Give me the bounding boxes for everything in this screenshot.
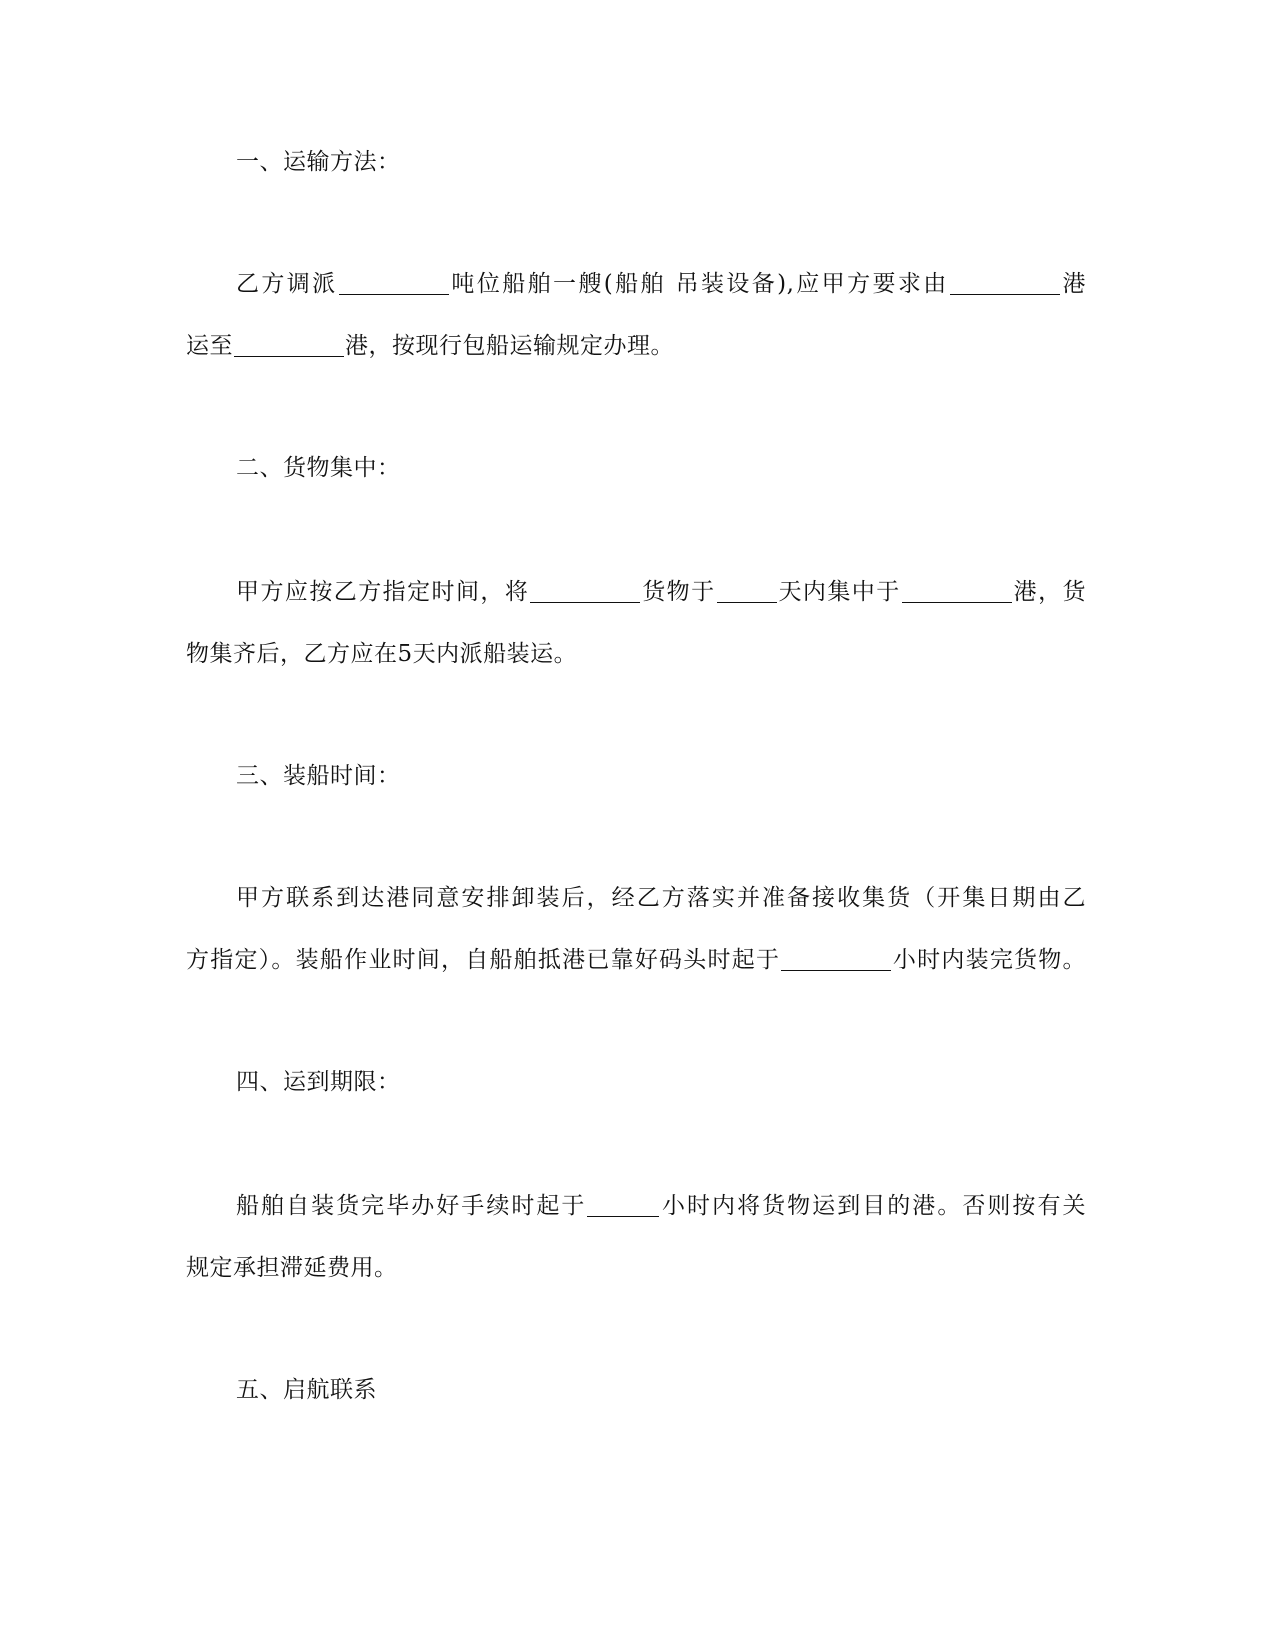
paragraph-line: 乙方调派 吨位船舶一艘(船舶 吊装设备),应甲方要求由 港 xyxy=(236,271,1086,297)
paragraph-line: 规定承担滞延费用。 xyxy=(186,1255,398,1281)
fill-blank[interactable] xyxy=(234,334,344,357)
fill-blank[interactable] xyxy=(339,272,449,295)
fill-blank[interactable] xyxy=(902,580,1012,603)
section-heading-2: 二、货物集中： xyxy=(236,455,401,481)
paragraph-line: 甲方应按乙方指定时间，将 货物于 天内集中于 港，货 xyxy=(236,579,1087,605)
fill-blank[interactable] xyxy=(950,272,1060,295)
section-heading-4: 四、运到期限： xyxy=(236,1069,401,1095)
section-heading-1: 一、运输方法： xyxy=(236,149,401,175)
fill-blank[interactable] xyxy=(530,580,640,603)
fill-blank[interactable] xyxy=(717,580,777,603)
paragraph-line: 方指定）。装船作业时间，自船舶抵港已靠好码头时起于 小时内装完货物。 xyxy=(186,947,1087,973)
paragraph-line: 物集齐后，乙方应在5天内派船装运。 xyxy=(186,641,578,667)
section-heading-5: 五、启航联系 xyxy=(236,1377,377,1403)
paragraph-line: 甲方联系到达港同意安排卸装后，经乙方落实并准备接收集货（开集日期由乙 xyxy=(236,885,1086,911)
paragraph-line: 船舶自装货完毕办好手续时起于 小时内将货物运到目的港。否则按有关 xyxy=(236,1193,1087,1219)
section-heading-3: 三、装船时间： xyxy=(236,763,401,789)
paragraph-line: 运至 港，按现行包船运输规定办理。 xyxy=(186,333,674,359)
fill-blank[interactable] xyxy=(587,1194,659,1217)
fill-blank[interactable] xyxy=(781,948,891,971)
